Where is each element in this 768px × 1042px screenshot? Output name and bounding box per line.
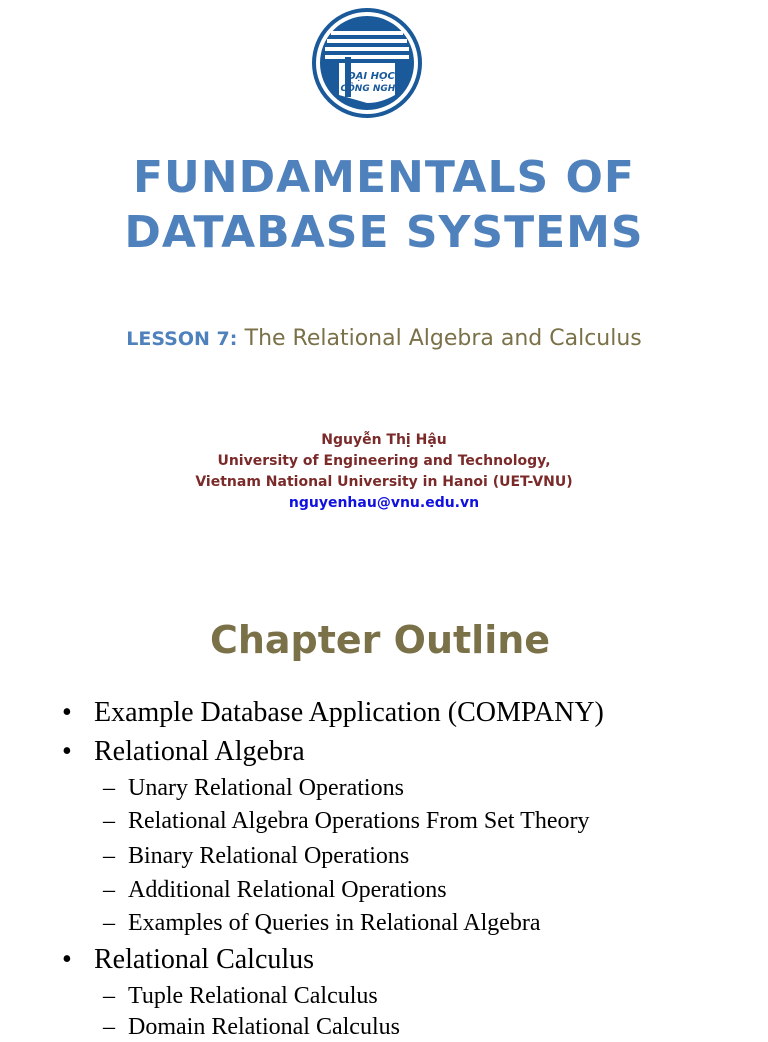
list-item — [62, 943, 314, 977]
sub-list-item — [103, 806, 589, 836]
list-item — [62, 735, 305, 769]
list-item-text: Relational Algebra — [94, 736, 305, 767]
dash-icon: – — [103, 843, 115, 869]
logo-text-line2: CÔNG NGHỆ — [340, 84, 402, 94]
lesson-label: LESSON 7: — [126, 328, 238, 350]
sub-list-item-text: Domain Relational Calculus — [128, 1014, 400, 1040]
dash-icon: – — [103, 775, 115, 801]
bullet-icon: • — [62, 697, 72, 728]
list-item-text: Example Database Application (COMPANY) — [94, 697, 604, 728]
title-line-1: FUNDAMENTALS OF — [132, 152, 635, 203]
lesson-title: The Relational Algebra and Calculus — [244, 326, 642, 351]
chapter-outline-title: Chapter Outline — [209, 618, 551, 662]
sub-list-item-text: Unary Relational Operations — [128, 775, 404, 801]
sub-list-item-text: Additional Relational Operations — [128, 877, 447, 903]
sub-list-item-text: Tuple Relational Calculus — [128, 983, 378, 1009]
dash-icon: – — [103, 910, 115, 936]
logo-text-line1: ĐẠI HỌC — [347, 71, 395, 82]
sub-list-item-text: Relational Algebra Operations From Set Theory — [128, 808, 590, 834]
list-item — [62, 696, 604, 730]
title-line-2: DATABASE SYSTEMS — [124, 207, 644, 258]
sub-list-item — [103, 981, 378, 1011]
author-name: Nguyễn Thị Hậu — [321, 432, 447, 448]
sub-list-item-text: Examples of Queries in Relational Algebra — [128, 910, 541, 936]
sub-list-item — [103, 875, 447, 905]
dash-icon: – — [103, 1014, 115, 1040]
author-affiliation-1: University of Engineering and Technology, — [217, 453, 551, 469]
author-email-link[interactable]: nguyenhau@vnu.edu.vn — [288, 495, 480, 511]
bullet-icon: • — [62, 736, 72, 767]
list-item-text: Relational Calculus — [94, 944, 315, 975]
bullet-icon: • — [62, 944, 72, 975]
dash-icon: – — [103, 877, 115, 903]
sub-list-item-text: Binary Relational Operations — [128, 843, 410, 869]
sub-list-item — [103, 773, 404, 803]
author-affiliation-2: Vietnam National University in Hanoi (UET-VNU) — [195, 474, 573, 490]
dash-icon: – — [103, 983, 115, 1009]
sub-list-item — [103, 1012, 400, 1042]
sub-list-item — [103, 841, 409, 871]
sub-list-item — [103, 908, 541, 938]
dash-icon: – — [103, 808, 115, 834]
